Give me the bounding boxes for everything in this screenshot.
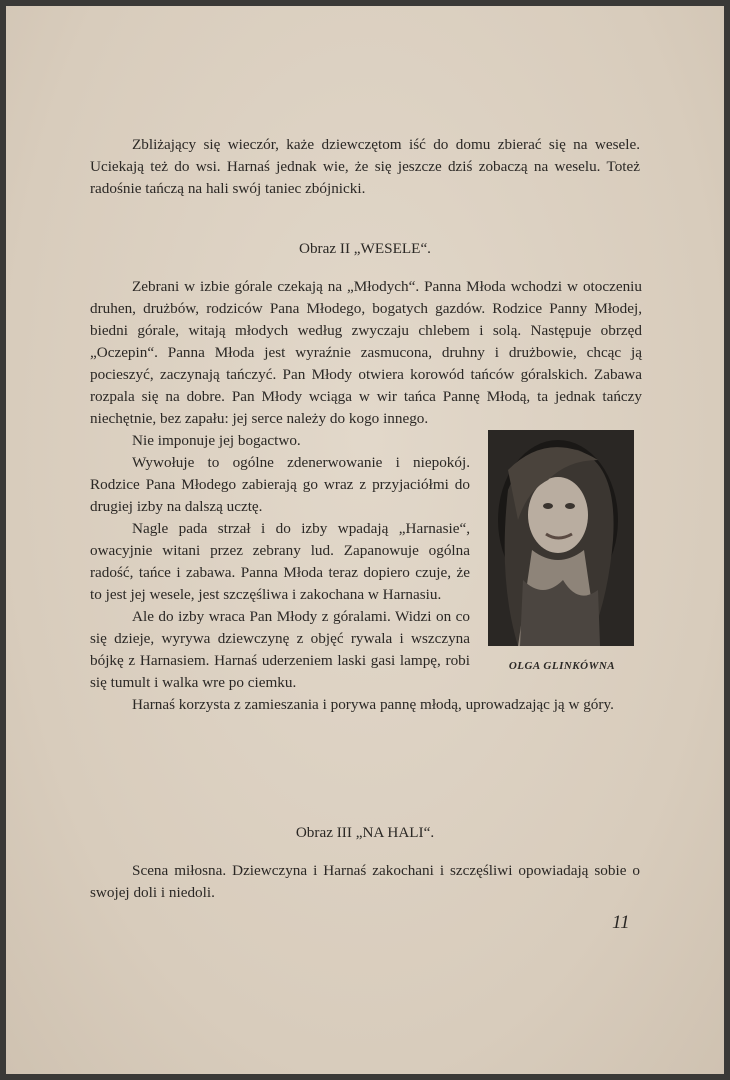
scene-2-paragraph-3: Wywołuje to ogólne zdenerwowanie i niepokój. Rodzice Pana Młodego zabierają go wraz z przyjaciółmi do drugiej izby na dalszą ucztę. [90, 454, 470, 515]
document-page [6, 6, 724, 1074]
scene-2-paragraph-5: Ale do izby wraca Pan Młody z góralami. Widzi on co się dzieje, wyrywa dziewczynę z objęć rywala i wszczyna bójkę z Harnasiem. Harnaś uderzeniem laski gasi lampę, robi się tumult i walka wre po ciemku. [90, 608, 470, 691]
intro-paragraph: Zbliżający się wieczór, każe dziewczętom iść do domu zbierać się na wesele. Uciekają też do wsi. Harnaś jednak wie, że się jeszcze dziś zobaczą na weselu. Toteż radośnie tańczą na hali swój taniec zbójnicki. [90, 136, 640, 197]
portrait-illustration [488, 430, 634, 646]
heading-scene-2: Obraz II „WESELE“. [299, 240, 431, 257]
scene-2-paragraph-6: Harnaś korzysta z zamieszania i porywa pannę młodą, uprowadzając ją w góry. [132, 696, 614, 713]
page-number: 11 [612, 912, 630, 933]
scene-2-paragraph-4: Nagle pada strzał i do izby wpadają „Harnasie“, owacyjnie witani przez zebrany lud. Zapanowuje ogólna radość, tańce i zabawa. Panna Młoda teraz dopiero czuje, że to jest jej wesele, jest szczęśliwa i zakochana w Harnasiu. [90, 520, 470, 603]
portrait-photo [488, 430, 634, 646]
photo-caption: OLGA GLINKÓWNA [508, 660, 616, 672]
intro-text-block [90, 134, 640, 200]
scene-2-paragraph-2: Nie imponuje jej bogactwo. [132, 432, 301, 449]
scene-3-paragraph: Scena miłosna. Dziewczyna i Harnaś zakochani i szczęśliwi opowiadają sobie o swojej doli i niedoli. [90, 862, 640, 901]
scene-2-paragraph-1: Zebrani w izbie górale czekają na „Młodych“. Panna Młoda wchodzi w otoczeniu druhen, drużbów, rodziców Pana Młodego, bogatych gazdów. Rodzice Panny Młodej, biedni górale, witają młodych według zwyczaju chlebem i solą. Następuje obrzęd „Oczepin“. Panna Młoda jest wyraźnie zasmucona, druhny i drużbowie, chcąc ją pocieszyć, zaczynają tańczyć. Pan Młody otwiera korowód tańców góralskich. Zabawa rozpala się na dobre. Pan Młody wciąga w wir tańca Pannę Młodą, ta jednak tańczy niechętnie, bez zapału: jej serce należy do kogo innego. [90, 278, 642, 427]
scene-3-text-block [90, 860, 640, 904]
heading-scene-3: Obraz III „NA HALI“. [295, 824, 435, 841]
